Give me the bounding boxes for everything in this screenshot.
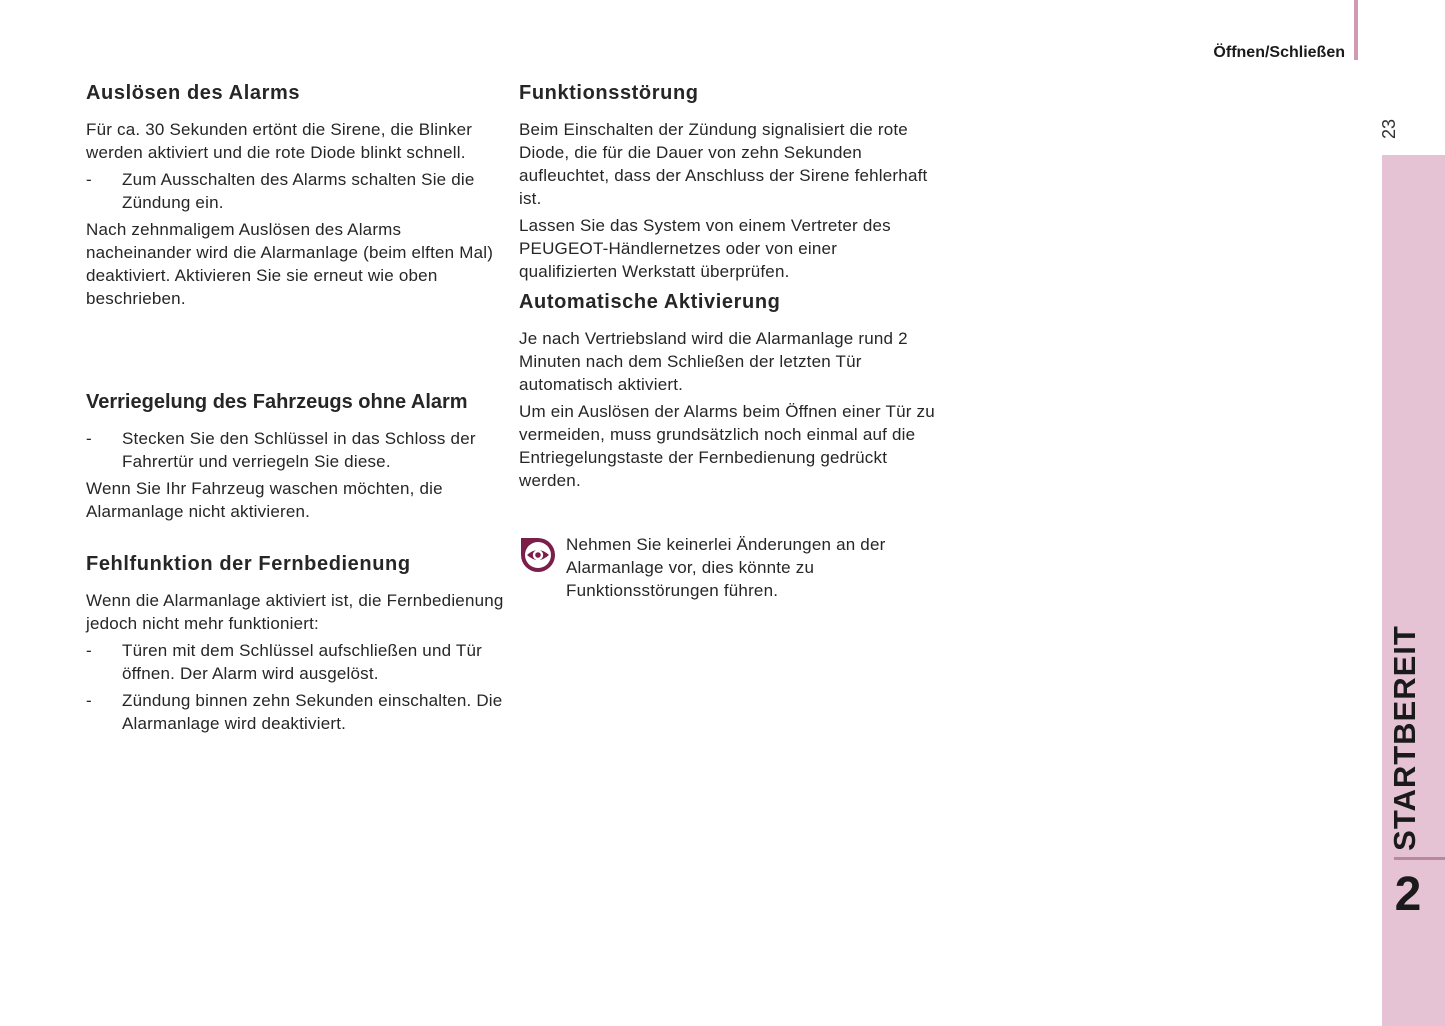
heading-malfunction: Funktionsstörung [519, 82, 699, 104]
section-title: Öffnen/Schließen [1213, 44, 1345, 61]
list-item [86, 427, 506, 473]
list-item [86, 639, 506, 685]
chapter-tab-label: STARTBEREIT [1387, 625, 1422, 851]
paragraph: Wenn die Alarmanlage aktiviert ist, die Fernbedienung jedoch nicht mehr funktioniert: [86, 591, 504, 633]
list-dash: - [86, 170, 92, 189]
list-dash: - [86, 691, 92, 710]
paragraph: Nach zehnmaligem Auslösen des Alarms nacheinander wird die Alarmanlage (beim elften Mal) deaktiviert. Aktivieren Sie sie erneut wie oben beschrieben. [86, 220, 494, 308]
right-column [519, 80, 939, 496]
section-lock-without-alarm [86, 389, 506, 523]
left-column [86, 80, 506, 739]
list-item [86, 689, 506, 735]
heading-remote-malfunction: Fehlfunktion der Fernbedienung [86, 553, 411, 575]
paragraph: Um ein Auslösen der Alarms beim Öffnen einer Tür zu vermeiden, muss grundsätzlich noch einmal auf die Entriegelungstaste der Fernbedienung gedrückt werden. [519, 402, 935, 490]
list-item-text: Zum Ausschalten des Alarms schalten Sie die Zündung ein. [122, 170, 475, 212]
chapter-tab-divider [1394, 857, 1445, 860]
paragraph: Für ca. 30 Sekunden ertönt die Sirene, die Blinker werden aktiviert und die rote Diode blinkt schnell. [86, 120, 473, 162]
paragraph: Lassen Sie das System von einem Vertreter des PEUGEOT-Händlernetzes oder von einer qualifizierten Werkstatt überprüfen. [519, 216, 891, 281]
header-accent-line [1354, 0, 1358, 60]
list-dash: - [86, 641, 92, 660]
note-text: Nehmen Sie keinerlei Änderungen an der Alarmanlage vor, dies könnte zu Funktionsstörungen führen. [566, 535, 886, 600]
heading-alarm-trigger: Auslösen des Alarms [86, 82, 301, 104]
list-item [86, 168, 506, 214]
paragraph: Wenn Sie Ihr Fahrzeug waschen möchten, die Alarmanlage nicht aktivieren. [86, 479, 443, 521]
list-item-text: Türen mit dem Schlüssel aufschließen und Tür öffnen. Der Alarm wird ausgelöst. [122, 641, 482, 683]
section-alarm-trigger [86, 80, 506, 310]
heading-automatic-activation: Automatische Aktivierung [519, 291, 781, 313]
paragraph: Beim Einschalten der Zündung signalisiert die rote Diode, die für die Dauer von zehn Sekunden aufleuchtet, dass der Anschluss der Sirene fehlerhaft ist. [519, 120, 928, 208]
section-remote-malfunction [86, 551, 506, 735]
heading-lock-without-alarm: Verriegelung des Fahrzeugs ohne Alarm [86, 391, 468, 413]
list-item-text: Zündung binnen zehn Sekunden einschalten. Die Alarmanlage wird deaktiviert. [122, 691, 503, 733]
warning-note [519, 533, 939, 606]
list-dash: - [86, 429, 92, 448]
section-malfunction [519, 80, 939, 283]
paragraph: Je nach Vertriebsland wird die Alarmanlage rund 2 Minuten nach dem Schließen der letzten Tür automatisch aktiviert. [519, 329, 908, 394]
page-number: 23 [1379, 118, 1399, 140]
chapter-number: 2 [1394, 868, 1422, 921]
section-automatic-activation [519, 289, 939, 492]
list-item-text: Stecken Sie den Schlüssel in das Schloss der Fahrertür und verriegeln Sie diese. [122, 429, 476, 471]
eye-icon [519, 536, 557, 574]
